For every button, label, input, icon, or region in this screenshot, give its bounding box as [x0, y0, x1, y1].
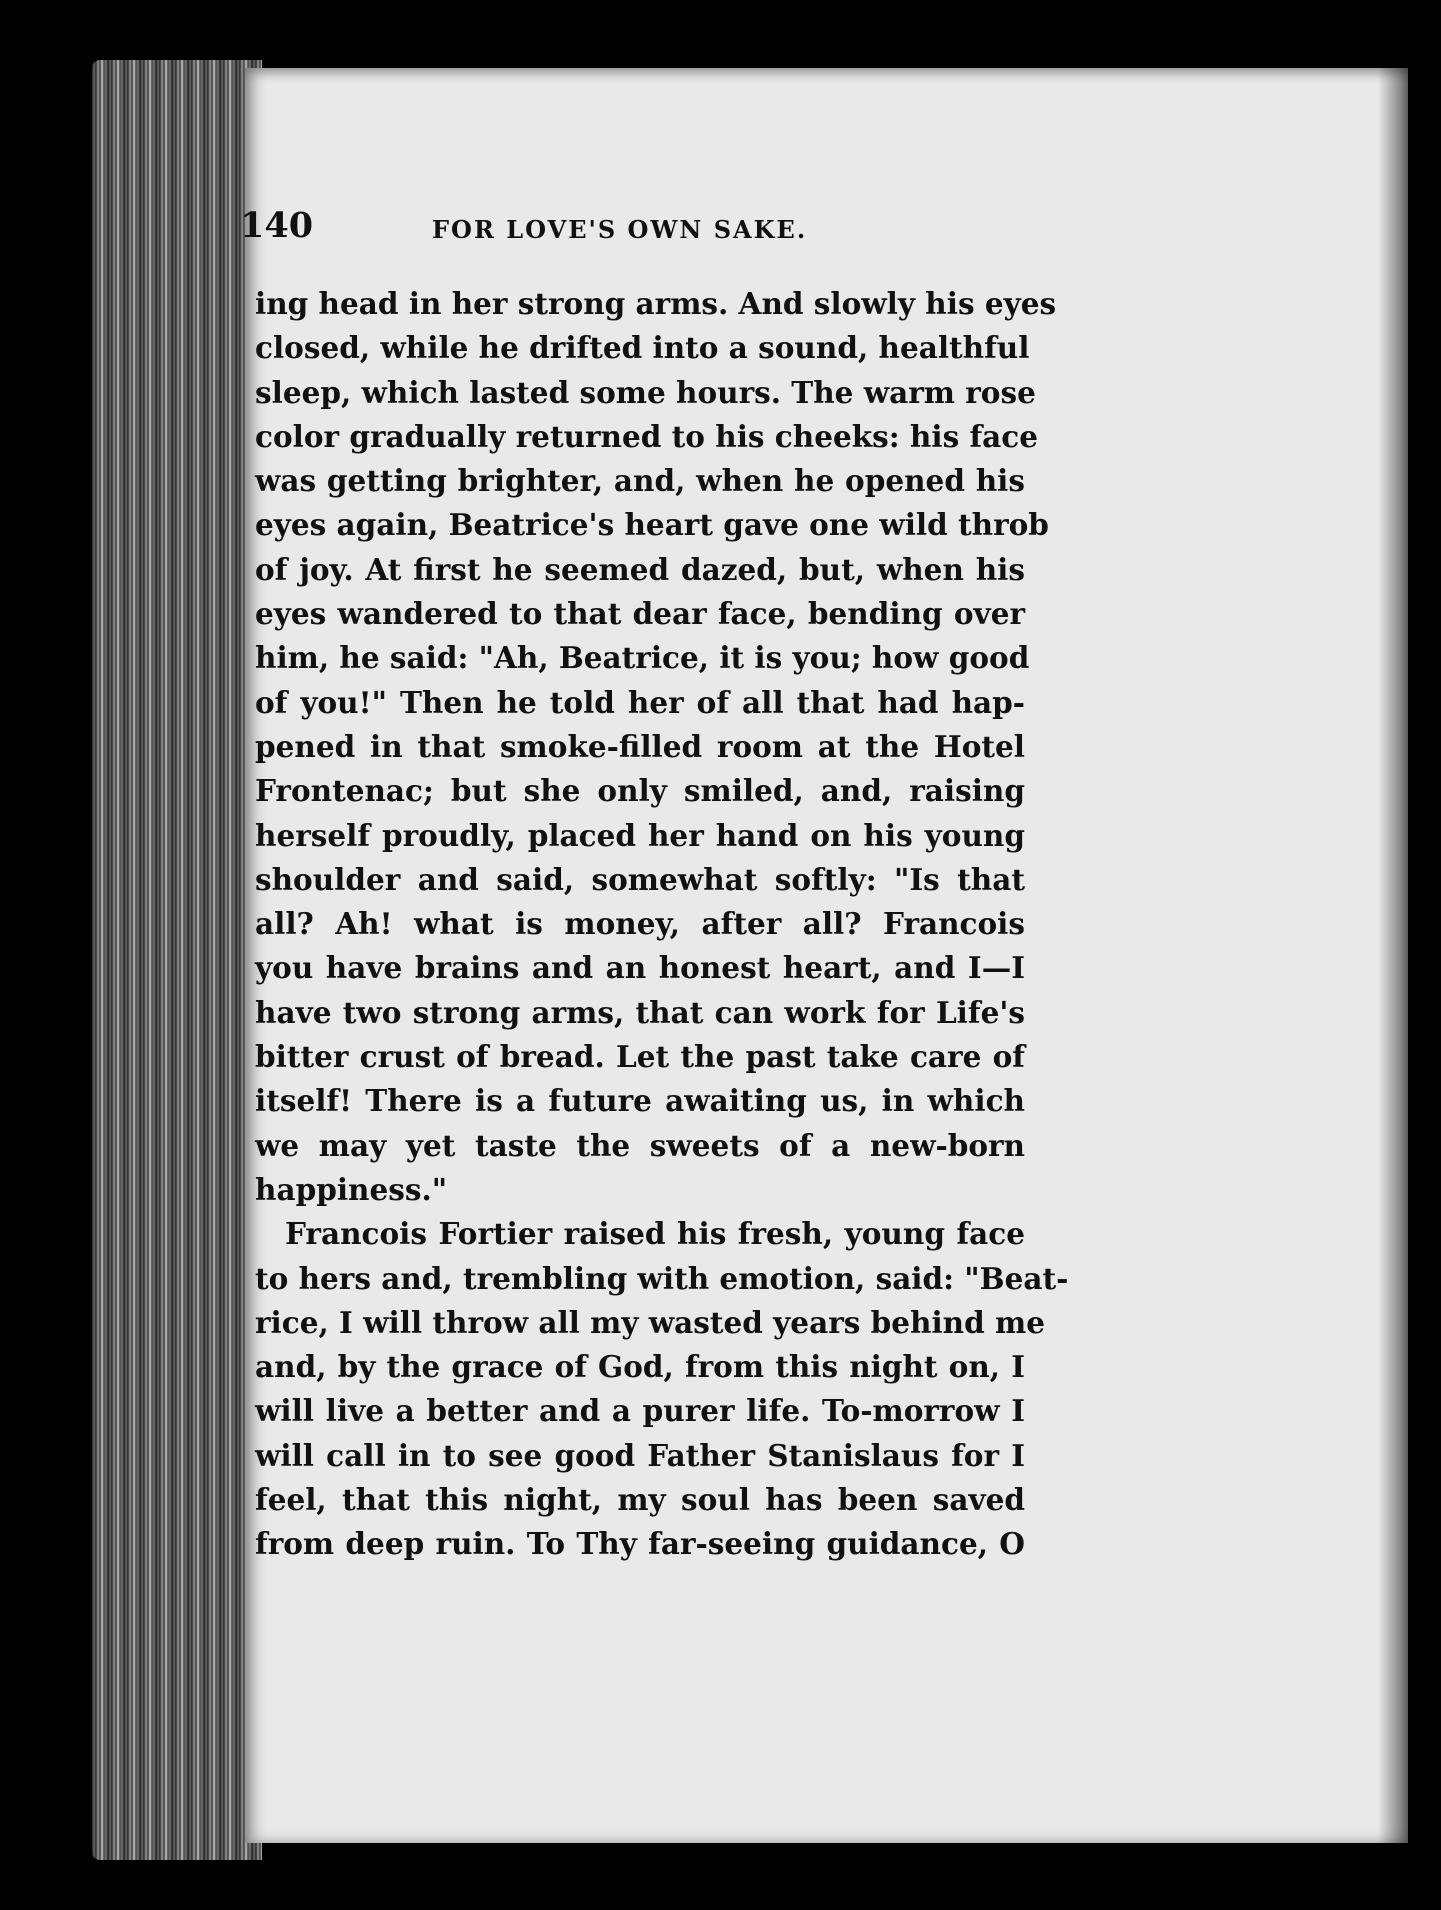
text-line: of you!" Then he told her of all that had hap- [255, 684, 1025, 720]
text-line: was getting brighter, and, when he opened his [255, 463, 1025, 499]
page-number: 140 [240, 205, 314, 246]
text-line: him, he said: "Ah, Beatrice, it is you; how good [255, 640, 1030, 676]
text-line: happiness." [255, 1171, 448, 1207]
text-line: to hers and, trembling with emotion, said: "Beat- [255, 1260, 1069, 1296]
paragraph-1 [255, 282, 1057, 1212]
body-text [255, 282, 1069, 1567]
text-line: sleep, which lasted some hours. The warm rose [255, 374, 1036, 410]
text-line: all? Ah! what is money, after all? Francois [255, 906, 1025, 942]
text-line: from deep ruin. To Thy far-seeing guidance, O [255, 1526, 1025, 1562]
text-line: we may yet taste the sweets of a new-born [255, 1127, 1025, 1163]
page-gutter-shadow [1378, 68, 1408, 1843]
text-line: itself! There is a future awaiting us, in which [255, 1083, 1025, 1119]
text-line: and, by the grace of God, from this night on, I [255, 1349, 1025, 1385]
text-line: eyes again, Beatrice's heart gave one wild throb [255, 507, 1049, 543]
text-line: you have brains and an honest heart, and I—I [255, 950, 1025, 986]
text-line: rice, I will throw all my wasted years behind me [255, 1304, 1045, 1340]
text-line: herself proudly, placed her hand on his young [255, 817, 1025, 853]
book-page-edges [92, 60, 262, 1860]
text-line: will call in to see good Father Stanislaus for I [255, 1437, 1025, 1473]
text-line: shoulder and said, somewhat softly: "Is that [255, 861, 1025, 897]
text-line: closed, while he drifted into a sound, healthful [255, 330, 1030, 366]
text-line: have two strong arms, that can work for Life's [255, 994, 1025, 1030]
text-line: color gradually returned to his cheeks: his face [255, 418, 1039, 454]
text-line: will live a better and a purer life. To-morrow I [255, 1393, 1025, 1429]
paragraph-2 [255, 1212, 1069, 1566]
text-line: ing head in her strong arms. And slowly his eyes [255, 286, 1057, 321]
text-line: pened in that smoke-filled room at the Hotel [255, 728, 1025, 764]
text-line: Frontenac; but she only smiled, and, raising [255, 773, 1025, 809]
text-line: eyes wandered to that dear face, bending over [255, 596, 1025, 632]
text-line: of joy. At first he seemed dazed, but, when his [255, 551, 1025, 587]
running-title: FOR LOVE'S OWN SAKE. [432, 215, 808, 244]
text-line: feel, that this night, my soul has been saved [255, 1482, 1025, 1518]
text-line: Francois Fortier raised his fresh, young face [285, 1216, 1025, 1252]
text-line: bitter crust of bread. Let the past take care of [255, 1039, 1025, 1075]
